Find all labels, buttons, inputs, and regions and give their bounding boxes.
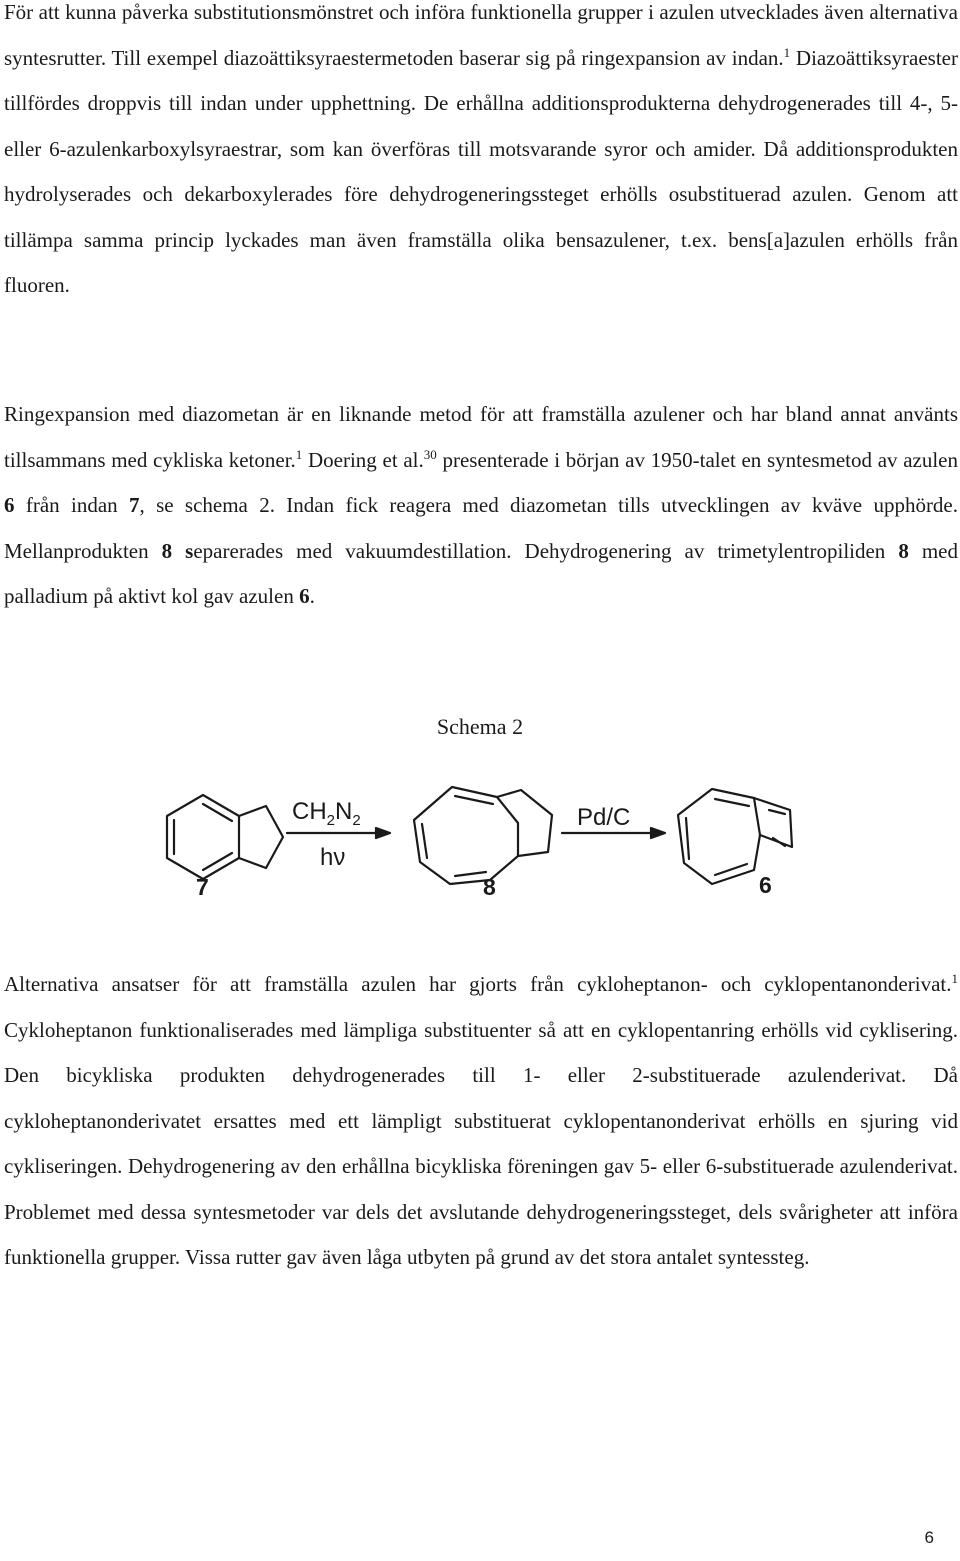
- structure-trimethylenetropilidene: [414, 787, 552, 884]
- text: [172, 539, 185, 563]
- text: från indan: [14, 493, 129, 517]
- compound-ref-8: 8: [898, 538, 909, 563]
- text: Ringexpansion med diazometan är en liknande metod för att framställa azulener och har bland annat använts tillsammans med cykliska ketoner.: [4, 402, 958, 472]
- page-number: 6: [924, 1528, 934, 1547]
- compound-label-7: 7: [196, 874, 209, 900]
- text: presenterade i början av 1950-talet en syntesmetod av azulen: [436, 447, 959, 472]
- reagent-diazomethane: $CH_2N_2$: [292, 798, 361, 829]
- compound-ref-6: 6: [299, 584, 310, 608]
- text: Alternativa ansatser för att framställa azulen har gjorts från cykloheptanon- och cyklopentanonderivat.: [4, 972, 952, 996]
- citation-1: 1: [295, 446, 303, 462]
- text: , se schema 2. Indan fick reagera med diazometan tills utvecklingen av kväve upphörde. Mellanprodukten: [4, 493, 959, 563]
- bold-letter-s: s: [185, 538, 194, 563]
- text: För att kunna påverka substitutionsmönstret och införa funktionella grupper i azulen utvecklades även alternativa syntesrutter. Till exempel diazoättiksyraestermetoden baserar sig på ringexpansion av indan.: [4, 0, 958, 70]
- compound-label-6: 6: [759, 872, 772, 898]
- text: eparerades med vakuumdestillation. Dehydrogenering av trimetylentropiliden: [193, 538, 899, 563]
- text: Cykloheptanon funktionaliserades med lämpliga substituenter så att en cyklopentanring erhölls vid cyklisering. Den bicykliska produkten dehydrogenerades till 1- eller 2-substituerade azulenderivat. Då cykloheptanonderivatet ersattes med ett lämpligt substituerat cyklopentanonderivat erhölls en sjuring vid cykliseringen. Dehydrogenering av den erhållna bicykliska föreningen gav 5- eller 6-substituerade azulenderivat. Problemet med dessa syntesmetoder var dels det avslutande dehydrogeneringssteget, dels svårigheter att införa funktionella grupper. Vissa rutter gav även låga utbyten på grund av det stora antalet syntessteg.: [4, 1017, 958, 1269]
- compound-ref-7: 7: [128, 493, 140, 517]
- paragraph-ring-expansion-intro: [4, 0, 958, 309]
- citation-1: 1: [783, 44, 791, 60]
- paragraph-diazomethane-method: [4, 392, 958, 620]
- citation-30: 30: [423, 446, 437, 462]
- reaction-scheme: [0, 780, 960, 910]
- structure-indan: [167, 795, 283, 879]
- paragraph-alternative-approaches: [4, 962, 958, 1281]
- reaction-arrow-1: [287, 828, 390, 838]
- compound-label-8: 8: [483, 874, 496, 900]
- scheme-title: Schema 2: [436, 714, 524, 739]
- reagent-pd-c: Pd/C: [577, 804, 631, 831]
- text: .: [309, 584, 315, 608]
- compound-ref-6: 6: [4, 493, 15, 517]
- compound-ref-8: 8: [161, 538, 173, 563]
- text: med palladium på aktivt kol gav azulen: [4, 538, 958, 608]
- text: Doering et al.: [302, 447, 424, 472]
- text: Diazoättiksyraester tillfördes droppvis till indan under upphettning. De erhållna additionsprodukterna dehydrogenerades till 4-, 5- eller 6-azulenkarboxylsyraestrar, som kan överföras till motsvarande syror och amider. Då additionsprodukten hydrolyserades och dekarboxylerades före dehydrogeneringssteget erhölls osubstituerad azulen. Genom att tillämpa samma princip lyckades man även framställa olika bensazulener, t.ex. bens[a]azulen erhölls från fluoren.: [4, 45, 958, 297]
- reagent-light: hν: [320, 844, 346, 871]
- citation-1: 1: [951, 971, 958, 986]
- structure-azulene: [678, 789, 792, 884]
